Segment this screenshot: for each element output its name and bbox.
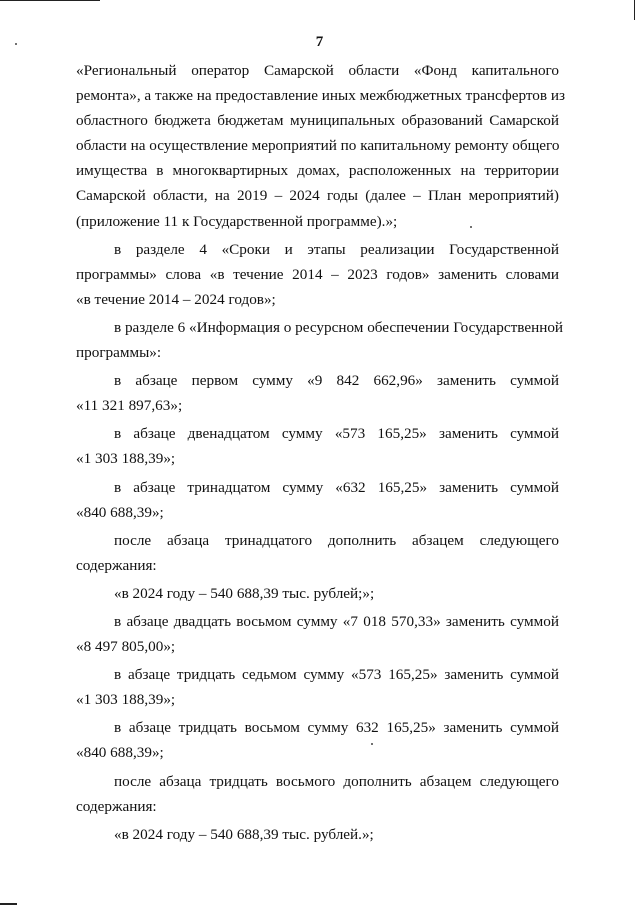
text-line: «11 321 897,63»; — [76, 397, 183, 415]
paragraph-p7 — [76, 528, 559, 578]
paragraph-p5 — [76, 421, 559, 471]
paragraph-p13 — [76, 822, 559, 847]
text-line: в разделе 4 «Сроки и этапы реализации Государственной — [114, 240, 559, 258]
text-line: после абзаца тринадцатого дополнить абзацем следующего — [114, 531, 559, 549]
text-line: Самарской области, на 2019 – 2024 годы (далее – План мероприятий) — [76, 187, 559, 205]
paragraph-p2 — [76, 237, 559, 312]
text-line: в абзаце двенадцатом сумму «573 165,25» заменить суммой — [114, 425, 559, 443]
page-number: 7 — [315, 34, 324, 50]
text-line: после абзаца тридцать восьмого дополнить абзацем следующего — [114, 772, 559, 790]
text-line: имущества в многоквартирных домах, расположенных на территории — [76, 162, 559, 180]
text-line: в разделе 6 «Информация о ресурсном обеспечении Государственной — [114, 318, 564, 336]
text-line: в абзаце первом сумму «9 842 662,96» заменить суммой — [114, 372, 559, 390]
text-line: ремонта», а также на предоставление иных межбюджетных трансфертов из — [76, 87, 565, 105]
text-line: «1 303 188,39»; — [76, 450, 176, 468]
text-line: «8 497 805,00»; — [76, 638, 176, 656]
text-line: «в течение 2014 – 2024 годов»; — [76, 290, 276, 308]
scan-edge-top — [0, 0, 100, 1]
text-line: «1 303 188,39»; — [76, 691, 176, 709]
paragraph-p9 — [76, 609, 559, 659]
paragraph-p6 — [76, 475, 559, 525]
text-line: в абзаце тридцать седьмом сумму «573 165,25» заменить суммой — [114, 666, 559, 684]
text-line: программы» слова «в течение 2014 – 2023 годов» заменить словами — [76, 265, 559, 283]
text-line: программы»: — [76, 344, 162, 362]
text-line: «840 688,39»; — [76, 744, 164, 762]
text-line: в абзаце двадцать восьмом сумму «7 018 570,33» заменить суммой — [114, 612, 559, 630]
paragraph-p1 — [76, 58, 565, 234]
scan-edge-right — [634, 0, 635, 20]
text-line: «в 2024 году – 540 688,39 тыс. рублей.»; — [114, 825, 374, 843]
paragraph-p3 — [76, 315, 564, 365]
text-line: области на осуществление мероприятий по капитальному ремонту общего — [76, 137, 560, 155]
text-line: в абзаце тринадцатом сумму «632 165,25» заменить суммой — [114, 478, 559, 496]
paragraph-p4 — [76, 368, 559, 418]
text-line: «Региональный оператор Самарской области «Фонд капитального — [76, 62, 559, 79]
document-body — [76, 58, 565, 847]
text-line: (приложение 11 к Государственной программе).»; — [76, 212, 398, 230]
text-line: содержания: — [76, 797, 157, 815]
paragraph-p8 — [76, 581, 559, 606]
paragraph-p11 — [76, 715, 559, 765]
text-line: содержания: — [76, 556, 157, 574]
text-line: «840 688,39»; — [76, 503, 164, 521]
paragraph-p12 — [76, 769, 559, 819]
text-line: «в 2024 году – 540 688,39 тыс. рублей;»; — [114, 584, 375, 602]
paragraph-p10 — [76, 662, 559, 712]
text-line: областного бюджета бюджетам муниципальных образований Самарской — [76, 112, 559, 130]
text-line: в абзаце тридцать восьмом сумму 632 165,25» заменить суммой — [114, 719, 559, 737]
